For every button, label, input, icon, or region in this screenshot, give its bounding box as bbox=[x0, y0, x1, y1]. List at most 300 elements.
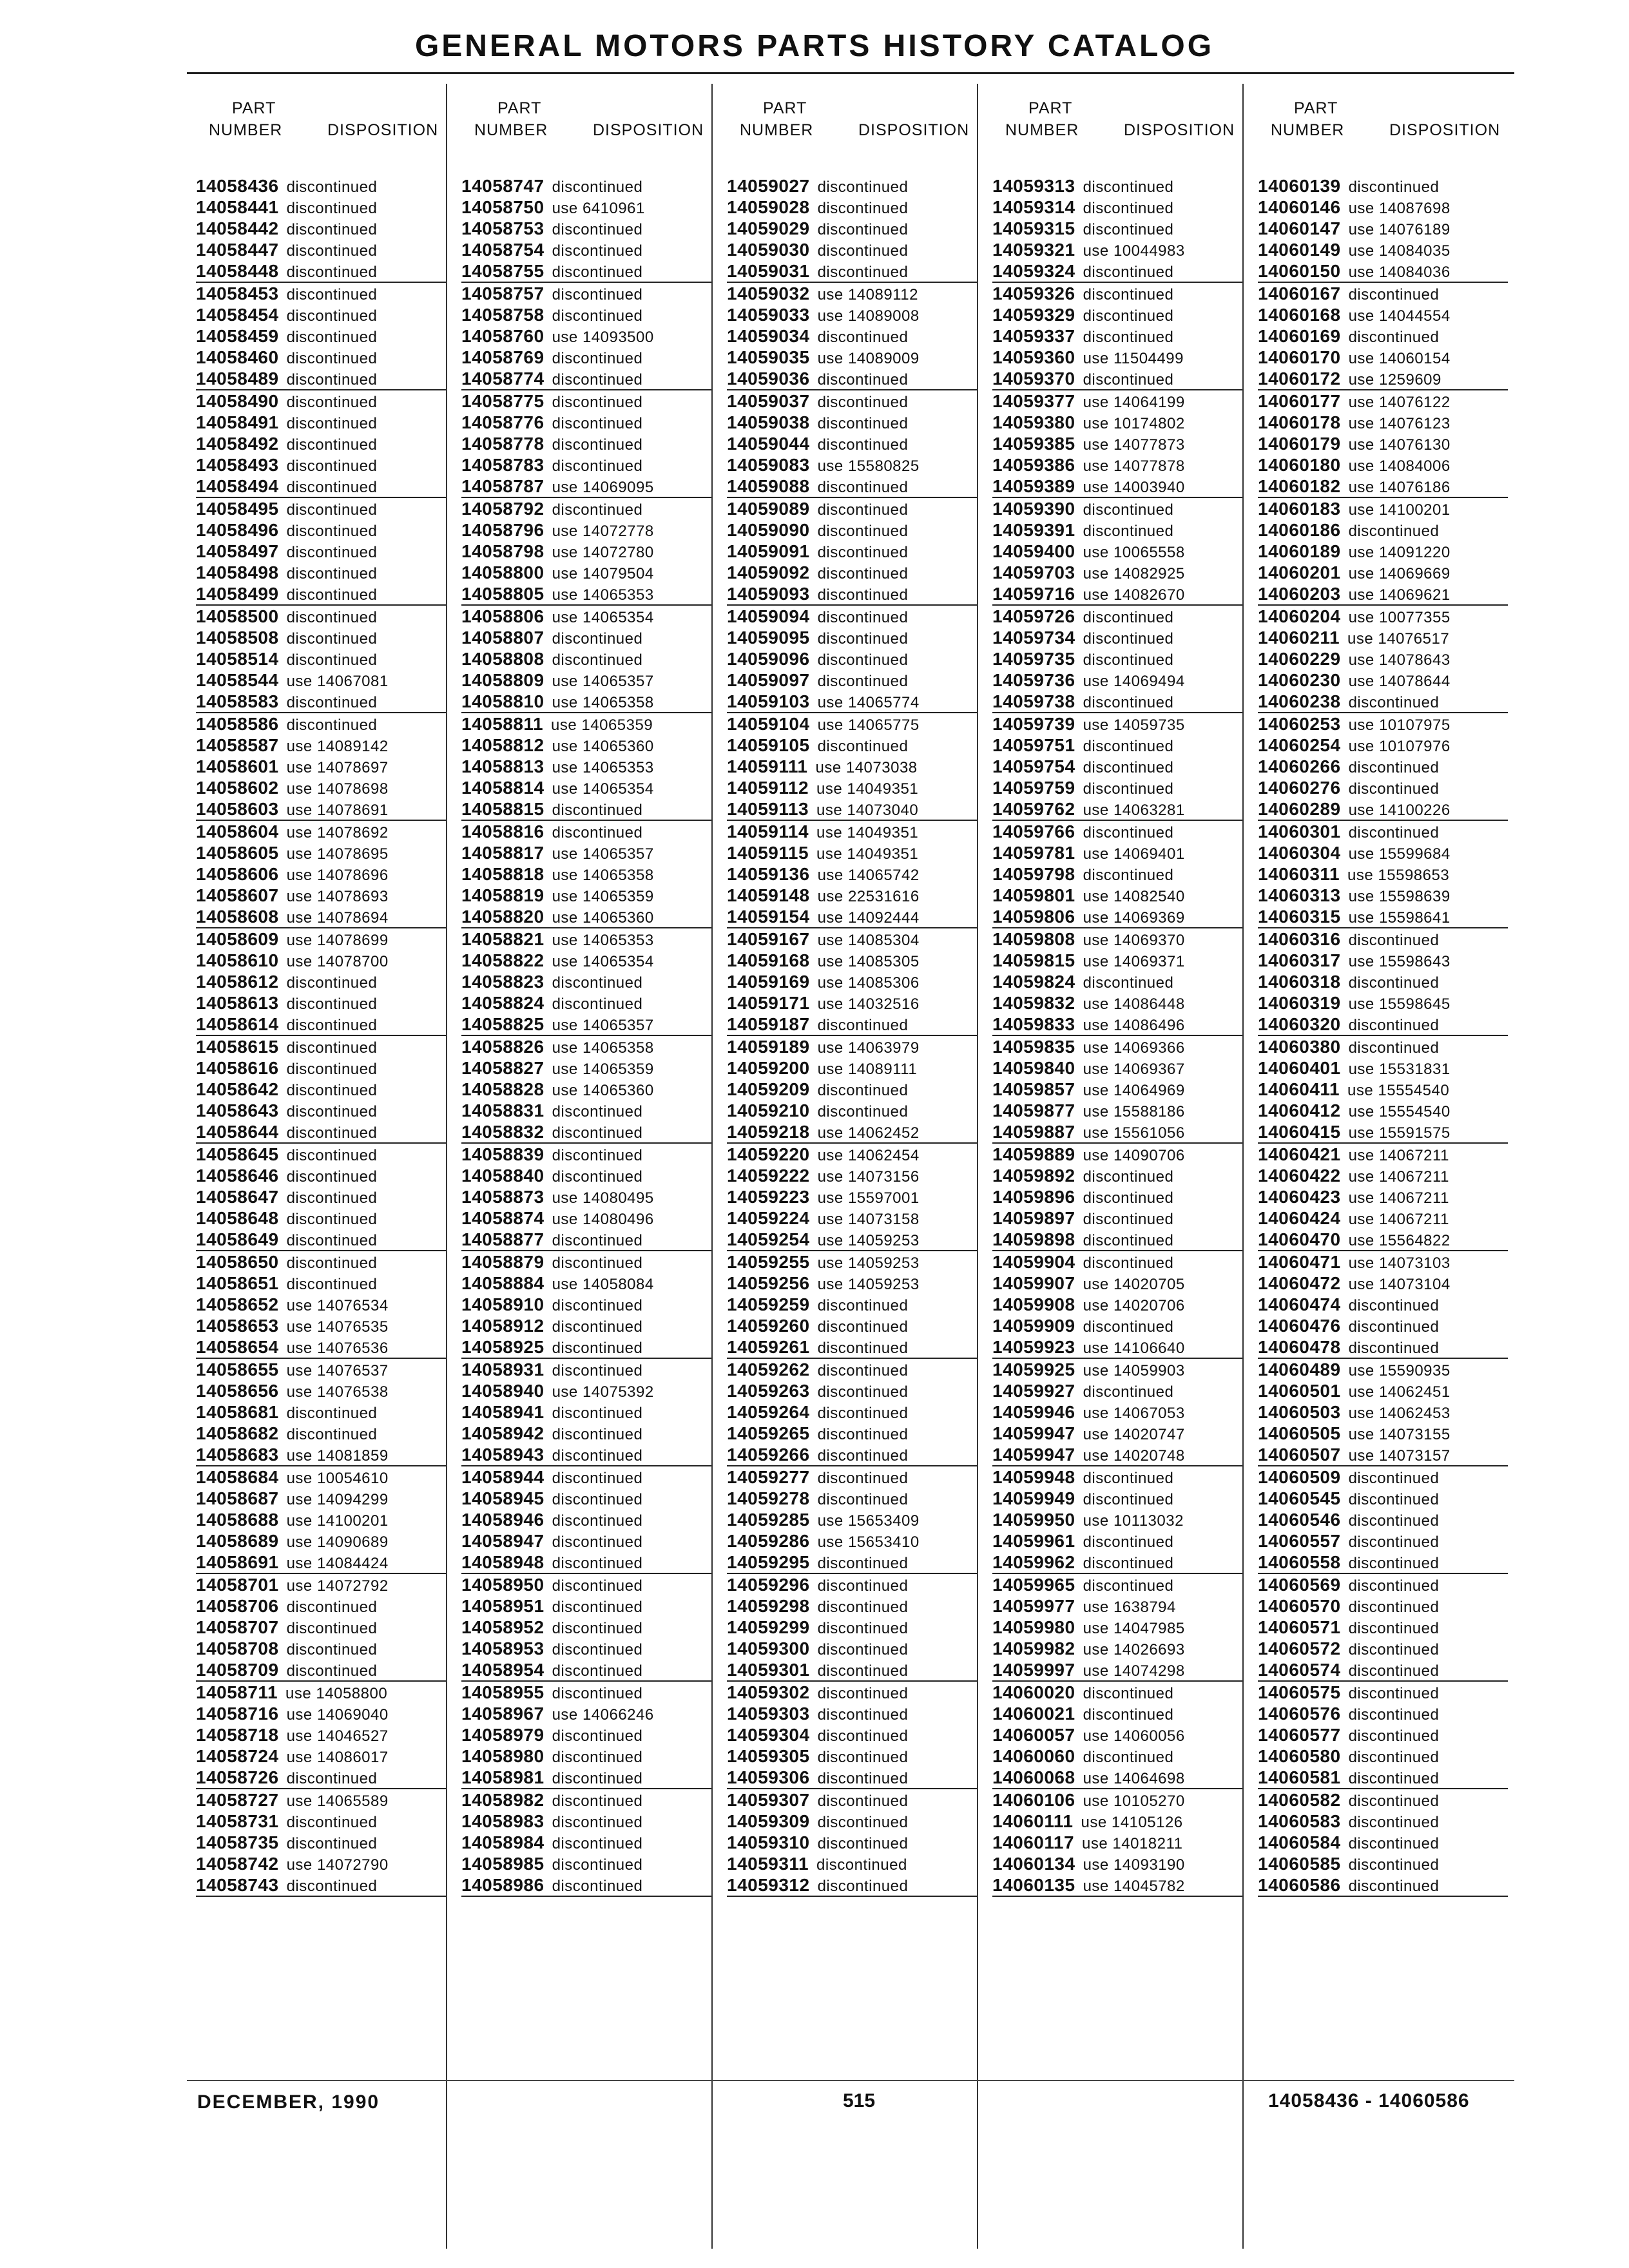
disposition: use 14087698 bbox=[1348, 200, 1451, 217]
part-number: 14058950 bbox=[461, 1575, 545, 1595]
disposition: discontinued bbox=[1083, 1577, 1174, 1595]
catalog-row bbox=[196, 347, 446, 368]
catalog-row bbox=[1258, 1100, 1508, 1121]
disposition: discontinued bbox=[817, 738, 909, 755]
disposition: use 14059735 bbox=[1083, 716, 1185, 734]
catalog-row bbox=[196, 1874, 446, 1897]
disposition: discontinued bbox=[1348, 1297, 1440, 1314]
part-number: 14059315 bbox=[992, 218, 1075, 238]
part-number: 14058796 bbox=[461, 520, 545, 540]
part-number: 14058985 bbox=[461, 1854, 545, 1874]
part-number: 14059313 bbox=[992, 176, 1075, 196]
part-number: 14058815 bbox=[461, 799, 545, 819]
part-number: 14060230 bbox=[1258, 670, 1341, 690]
part-number: 14058931 bbox=[461, 1360, 545, 1379]
disposition: use 14080496 bbox=[552, 1211, 654, 1228]
part-number: 14059088 bbox=[727, 476, 810, 496]
catalog-row bbox=[1258, 1251, 1508, 1273]
disposition: use 14078693 bbox=[286, 888, 389, 905]
disposition: discontinued bbox=[817, 200, 909, 217]
part-number: 14059265 bbox=[727, 1423, 810, 1443]
catalog-row bbox=[461, 863, 711, 885]
part-number: 14060311 bbox=[1258, 864, 1340, 884]
disposition: use 14078699 bbox=[286, 932, 389, 949]
disposition: use 15591575 bbox=[1348, 1124, 1451, 1142]
header-disposition: DISPOSITION bbox=[1389, 121, 1501, 139]
disposition: discontinued bbox=[817, 1685, 909, 1702]
catalog-row bbox=[196, 433, 446, 454]
part-number: 14059112 bbox=[727, 778, 809, 798]
disposition: use 14069669 bbox=[1348, 565, 1451, 582]
part-number: 14058979 bbox=[461, 1725, 545, 1745]
catalog-row bbox=[992, 777, 1242, 798]
disposition: use 15598639 bbox=[1348, 888, 1451, 905]
disposition: discontinued bbox=[1348, 1599, 1440, 1616]
catalog-row bbox=[992, 562, 1242, 583]
catalog-row bbox=[461, 928, 711, 950]
disposition: discontinued bbox=[552, 1297, 643, 1314]
disposition: use 14059253 bbox=[817, 1276, 920, 1293]
part-number: 14060149 bbox=[1258, 240, 1341, 260]
disposition: discontinued bbox=[817, 1405, 909, 1422]
catalog-row bbox=[461, 347, 711, 368]
disposition: use 10174802 bbox=[1083, 415, 1185, 432]
catalog-row bbox=[992, 1014, 1242, 1036]
disposition: discontinued bbox=[1083, 1383, 1174, 1401]
disposition: discontinued bbox=[286, 307, 378, 325]
disposition: use 14077878 bbox=[1083, 457, 1185, 475]
page-range: 14058436 - 14060586 bbox=[1268, 2090, 1470, 2111]
disposition: use 14080495 bbox=[552, 1189, 654, 1207]
part-number: 14058500 bbox=[196, 606, 279, 626]
part-number: 14060581 bbox=[1258, 1767, 1341, 1787]
part-number: 14060315 bbox=[1258, 907, 1341, 927]
disposition: discontinued bbox=[552, 242, 643, 260]
catalog-row bbox=[461, 1444, 711, 1466]
catalog-row bbox=[727, 1359, 977, 1380]
disposition: discontinued bbox=[286, 501, 378, 519]
part-number: 14058954 bbox=[461, 1660, 545, 1680]
catalog-row bbox=[1258, 842, 1508, 863]
catalog-row bbox=[1258, 1574, 1508, 1595]
disposition: use 14067081 bbox=[286, 673, 389, 690]
catalog-row bbox=[461, 239, 711, 260]
disposition: discontinued bbox=[552, 1168, 643, 1186]
part-number: 14059887 bbox=[992, 1122, 1075, 1142]
part-number: 14059278 bbox=[727, 1488, 810, 1508]
catalog-columns bbox=[0, 84, 1629, 2210]
part-number: 14058649 bbox=[196, 1229, 279, 1249]
disposition: discontinued bbox=[1348, 1749, 1440, 1766]
catalog-row bbox=[461, 1853, 711, 1874]
catalog-row bbox=[727, 347, 977, 368]
disposition: discontinued bbox=[1348, 1512, 1440, 1530]
part-number: 14059897 bbox=[992, 1208, 1075, 1228]
part-number: 14059946 bbox=[992, 1402, 1075, 1422]
disposition: use 14093500 bbox=[552, 329, 654, 346]
catalog-row bbox=[1258, 260, 1508, 283]
disposition: discontinued bbox=[1348, 780, 1440, 798]
part-number: 14058877 bbox=[461, 1229, 545, 1249]
disposition: use 14089008 bbox=[817, 307, 920, 325]
catalog-row bbox=[992, 735, 1242, 756]
catalog-row bbox=[992, 863, 1242, 885]
part-number: 14059307 bbox=[727, 1790, 810, 1810]
part-number: 14059815 bbox=[992, 950, 1075, 970]
disposition: use 14065360 bbox=[552, 909, 654, 927]
disposition: discontinued bbox=[552, 1533, 643, 1551]
part-number: 14060068 bbox=[992, 1767, 1075, 1787]
disposition: use 14067053 bbox=[1083, 1405, 1185, 1422]
part-number: 14060505 bbox=[1258, 1423, 1341, 1443]
disposition: use 14003940 bbox=[1083, 479, 1185, 496]
catalog-row bbox=[461, 885, 711, 906]
part-number: 14059762 bbox=[992, 799, 1075, 819]
disposition: discontinued bbox=[552, 436, 643, 454]
part-number: 14058778 bbox=[461, 434, 545, 454]
catalog-row bbox=[1258, 1014, 1508, 1036]
catalog-row bbox=[727, 197, 977, 218]
catalog-row bbox=[992, 1444, 1242, 1466]
catalog-row bbox=[461, 1745, 711, 1767]
disposition: discontinued bbox=[286, 1017, 378, 1034]
catalog-row bbox=[1258, 863, 1508, 885]
part-number: 14058436 bbox=[196, 176, 279, 196]
part-number: 14058683 bbox=[196, 1445, 279, 1465]
catalog-row bbox=[196, 368, 446, 390]
part-number: 14059154 bbox=[727, 907, 810, 927]
disposition: discontinued bbox=[1348, 1533, 1440, 1551]
disposition: use 14032516 bbox=[817, 995, 920, 1013]
catalog-row bbox=[196, 1423, 446, 1444]
disposition: use 14067211 bbox=[1348, 1211, 1449, 1228]
catalog-row bbox=[196, 1767, 446, 1789]
part-number: 14058757 bbox=[461, 284, 545, 303]
part-number: 14058747 bbox=[461, 176, 545, 196]
disposition: discontinued bbox=[552, 1254, 643, 1272]
disposition: use 14082925 bbox=[1083, 565, 1185, 582]
part-number: 14059255 bbox=[727, 1252, 810, 1272]
catalog-row bbox=[727, 691, 977, 713]
disposition: use 14073104 bbox=[1348, 1276, 1451, 1293]
catalog-row bbox=[727, 1251, 977, 1273]
disposition: discontinued bbox=[286, 1814, 378, 1831]
disposition: discontinued bbox=[1348, 523, 1440, 540]
catalog-row bbox=[196, 583, 446, 606]
catalog-row bbox=[727, 1617, 977, 1638]
catalog-row bbox=[992, 1552, 1242, 1574]
part-number: 14059169 bbox=[727, 972, 810, 992]
part-number: 14059115 bbox=[727, 843, 809, 863]
disposition: use 14069401 bbox=[1083, 845, 1185, 863]
catalog-row bbox=[1258, 1530, 1508, 1552]
disposition: discontinued bbox=[286, 1770, 378, 1787]
part-number: 14059029 bbox=[727, 218, 810, 238]
header-part: PART bbox=[497, 99, 542, 117]
disposition: use 14049351 bbox=[816, 780, 919, 798]
catalog-row bbox=[1258, 562, 1508, 583]
catalog-row bbox=[992, 1724, 1242, 1745]
part-number: 14058743 bbox=[196, 1875, 279, 1895]
catalog-row bbox=[196, 648, 446, 669]
catalog-row bbox=[727, 1079, 977, 1100]
header-disposition: DISPOSITION bbox=[1124, 121, 1235, 139]
part-number: 14060546 bbox=[1258, 1510, 1341, 1530]
disposition: use 14018211 bbox=[1082, 1835, 1183, 1852]
catalog-row bbox=[461, 606, 711, 627]
part-number: 14059947 bbox=[992, 1423, 1075, 1443]
part-number: 14058654 bbox=[196, 1337, 279, 1357]
column-header bbox=[1005, 98, 1244, 169]
catalog-row bbox=[727, 283, 977, 304]
disposition: use 14078644 bbox=[1348, 673, 1451, 690]
disposition: use 22531616 bbox=[817, 888, 920, 905]
catalog-row bbox=[727, 1595, 977, 1617]
catalog-row bbox=[1258, 606, 1508, 627]
catalog-row bbox=[1258, 1767, 1508, 1789]
part-number: 14058775 bbox=[461, 391, 545, 411]
disposition: discontinued bbox=[1083, 824, 1174, 841]
disposition: use 14069367 bbox=[1083, 1061, 1185, 1078]
disposition: use 14076189 bbox=[1348, 221, 1451, 238]
disposition: use 14026693 bbox=[1083, 1641, 1185, 1658]
catalog-row bbox=[461, 1682, 711, 1703]
part-number: 14058608 bbox=[196, 907, 279, 927]
catalog-row bbox=[992, 283, 1242, 304]
disposition: use 14069369 bbox=[1083, 909, 1185, 927]
catalog-row bbox=[461, 1036, 711, 1057]
disposition: use 14062451 bbox=[1348, 1383, 1451, 1401]
part-number: 14059224 bbox=[727, 1208, 810, 1228]
catalog-row bbox=[196, 1552, 446, 1574]
catalog-row bbox=[727, 218, 977, 239]
disposition: use 14089142 bbox=[286, 738, 389, 755]
disposition: discontinued bbox=[552, 1426, 643, 1443]
part-number: 14059264 bbox=[727, 1402, 810, 1422]
disposition: use 14078692 bbox=[286, 824, 389, 841]
part-number: 14060572 bbox=[1258, 1639, 1341, 1658]
disposition: use 14059903 bbox=[1083, 1362, 1185, 1379]
catalog-row bbox=[1258, 368, 1508, 390]
catalog-row bbox=[727, 562, 977, 583]
disposition: use 14047985 bbox=[1083, 1620, 1185, 1637]
disposition: discontinued bbox=[817, 1835, 909, 1852]
part-number: 14059781 bbox=[992, 843, 1075, 863]
catalog-row bbox=[461, 1380, 711, 1401]
disposition: use 15590935 bbox=[1348, 1362, 1451, 1379]
disposition: discontinued bbox=[1348, 1340, 1440, 1357]
disposition: discontinued bbox=[286, 1835, 378, 1852]
part-number: 14059877 bbox=[992, 1100, 1075, 1120]
part-number: 14058873 bbox=[461, 1187, 545, 1207]
part-number: 14058647 bbox=[196, 1187, 279, 1207]
part-number: 14058604 bbox=[196, 822, 279, 841]
part-number: 14058644 bbox=[196, 1122, 279, 1142]
catalog-row bbox=[461, 1811, 711, 1832]
part-number: 14058499 bbox=[196, 584, 279, 604]
catalog-row bbox=[992, 992, 1242, 1014]
disposition: use 14092444 bbox=[817, 909, 920, 927]
disposition: use 14072778 bbox=[552, 523, 654, 540]
catalog-row bbox=[461, 1057, 711, 1079]
part-number: 14059310 bbox=[727, 1832, 810, 1852]
entry-list bbox=[196, 175, 446, 1897]
header-disposition: DISPOSITION bbox=[327, 121, 439, 139]
disposition: discontinued bbox=[286, 716, 378, 734]
catalog-row bbox=[1258, 498, 1508, 519]
disposition: discontinued bbox=[817, 1447, 909, 1465]
part-number: 14058874 bbox=[461, 1208, 545, 1228]
disposition: discontinued bbox=[286, 1039, 378, 1057]
disposition: discontinued bbox=[1083, 1555, 1174, 1572]
disposition: discontinued bbox=[817, 415, 909, 432]
part-number: 14059949 bbox=[992, 1488, 1075, 1508]
disposition: use 14065357 bbox=[552, 673, 654, 690]
part-number: 14058758 bbox=[461, 305, 545, 325]
disposition: use 15599684 bbox=[1348, 845, 1451, 863]
catalog-row bbox=[196, 713, 446, 735]
disposition: discontinued bbox=[1348, 759, 1440, 776]
catalog-row bbox=[727, 1811, 977, 1832]
catalog-row bbox=[1258, 412, 1508, 433]
catalog-row bbox=[1258, 239, 1508, 260]
catalog-row bbox=[727, 175, 977, 197]
part-number: 14059735 bbox=[992, 649, 1075, 669]
catalog-row bbox=[196, 906, 446, 928]
catalog-row bbox=[992, 885, 1242, 906]
catalog-row bbox=[1258, 454, 1508, 476]
catalog-row bbox=[196, 412, 446, 433]
disposition: use 14060056 bbox=[1083, 1727, 1185, 1745]
catalog-row bbox=[461, 992, 711, 1014]
part-number: 14059031 bbox=[727, 261, 810, 281]
part-number: 14060509 bbox=[1258, 1467, 1341, 1487]
part-number: 14060183 bbox=[1258, 499, 1341, 519]
part-number: 14060319 bbox=[1258, 993, 1341, 1013]
disposition: discontinued bbox=[817, 1749, 909, 1766]
disposition: discontinued bbox=[1083, 178, 1174, 196]
part-number: 14059254 bbox=[727, 1229, 810, 1249]
disposition: discontinued bbox=[817, 544, 909, 561]
part-number: 14058682 bbox=[196, 1423, 279, 1443]
catalog-row bbox=[992, 1789, 1242, 1811]
part-number: 14059218 bbox=[727, 1122, 810, 1142]
catalog-row bbox=[727, 1745, 977, 1767]
catalog-row bbox=[727, 1401, 977, 1423]
disposition: discontinued bbox=[1348, 178, 1440, 196]
catalog-row bbox=[1258, 1315, 1508, 1336]
part-number: 14059950 bbox=[992, 1510, 1075, 1530]
disposition: use 14059253 bbox=[817, 1254, 920, 1272]
disposition: use 14078700 bbox=[286, 953, 389, 970]
part-number: 14059027 bbox=[727, 176, 810, 196]
disposition: use 14065353 bbox=[552, 586, 654, 604]
catalog-row bbox=[196, 1229, 446, 1251]
catalog-row bbox=[727, 1315, 977, 1336]
part-number: 14058981 bbox=[461, 1767, 545, 1787]
disposition: discontinued bbox=[286, 544, 378, 561]
part-number: 14059263 bbox=[727, 1381, 810, 1401]
disposition: use 14094299 bbox=[286, 1491, 389, 1508]
catalog-row bbox=[461, 433, 711, 454]
catalog-row bbox=[992, 304, 1242, 325]
part-number: 14059090 bbox=[727, 520, 810, 540]
part-number: 14058491 bbox=[196, 412, 279, 432]
disposition: use 14076538 bbox=[286, 1383, 389, 1401]
disposition: use 14067211 bbox=[1348, 1147, 1449, 1164]
part-number: 14060478 bbox=[1258, 1337, 1341, 1357]
disposition: discontinued bbox=[552, 394, 643, 411]
part-number: 14060177 bbox=[1258, 391, 1341, 411]
catalog-row bbox=[727, 1057, 977, 1079]
part-number: 14059302 bbox=[727, 1682, 810, 1702]
catalog-row bbox=[992, 1207, 1242, 1229]
disposition: discontinued bbox=[552, 1405, 643, 1422]
disposition: discontinued bbox=[552, 974, 643, 992]
disposition: discontinued bbox=[1348, 286, 1440, 303]
catalog-row bbox=[992, 1682, 1242, 1703]
catalog-row bbox=[992, 197, 1242, 218]
part-number: 14060570 bbox=[1258, 1596, 1341, 1616]
catalog-row bbox=[196, 197, 446, 218]
disposition: discontinued bbox=[286, 286, 378, 303]
catalog-row bbox=[992, 648, 1242, 669]
disposition: discontinued bbox=[552, 457, 643, 475]
disposition: discontinued bbox=[1083, 1749, 1174, 1766]
disposition: discontinued bbox=[552, 1641, 643, 1658]
disposition: use 15598643 bbox=[1348, 953, 1451, 970]
part-number: 14058823 bbox=[461, 972, 545, 992]
disposition: use 14066246 bbox=[552, 1706, 654, 1724]
disposition: discontinued bbox=[552, 824, 643, 841]
part-number: 14059113 bbox=[727, 799, 809, 819]
disposition: discontinued bbox=[817, 1340, 909, 1357]
part-number: 14059833 bbox=[992, 1014, 1075, 1034]
catalog-row bbox=[461, 1165, 711, 1186]
catalog-row bbox=[727, 1100, 977, 1121]
part-number: 14059148 bbox=[727, 885, 810, 905]
part-number: 14060289 bbox=[1258, 799, 1341, 819]
part-number: 14059306 bbox=[727, 1767, 810, 1787]
catalog-row bbox=[727, 1703, 977, 1724]
header-part: PART bbox=[232, 99, 276, 117]
part-number: 14059030 bbox=[727, 240, 810, 260]
part-number: 14059083 bbox=[727, 455, 810, 475]
disposition: use 15588186 bbox=[1083, 1103, 1185, 1120]
part-number: 14059377 bbox=[992, 391, 1075, 411]
disposition: use 14065360 bbox=[552, 738, 654, 755]
disposition: use 15531831 bbox=[1348, 1061, 1451, 1078]
part-number: 14058822 bbox=[461, 950, 545, 970]
disposition: discontinued bbox=[552, 1856, 643, 1874]
disposition: use 15554540 bbox=[1348, 1103, 1451, 1120]
catalog-row bbox=[1258, 777, 1508, 798]
part-number: 14058774 bbox=[461, 369, 545, 389]
catalog-row bbox=[727, 627, 977, 648]
part-number: 14060476 bbox=[1258, 1316, 1341, 1336]
disposition: use 14065359 bbox=[551, 716, 653, 734]
disposition: use 14049351 bbox=[816, 845, 919, 863]
disposition: use 14067211 bbox=[1348, 1189, 1449, 1207]
catalog-row bbox=[461, 304, 711, 325]
catalog-row bbox=[196, 1595, 446, 1617]
disposition: discontinued bbox=[817, 1470, 909, 1487]
catalog-row bbox=[727, 1273, 977, 1294]
catalog-row bbox=[1258, 1121, 1508, 1144]
catalog-row bbox=[992, 519, 1242, 541]
disposition: discontinued bbox=[552, 1727, 643, 1745]
disposition: discontinued bbox=[1348, 1017, 1440, 1034]
